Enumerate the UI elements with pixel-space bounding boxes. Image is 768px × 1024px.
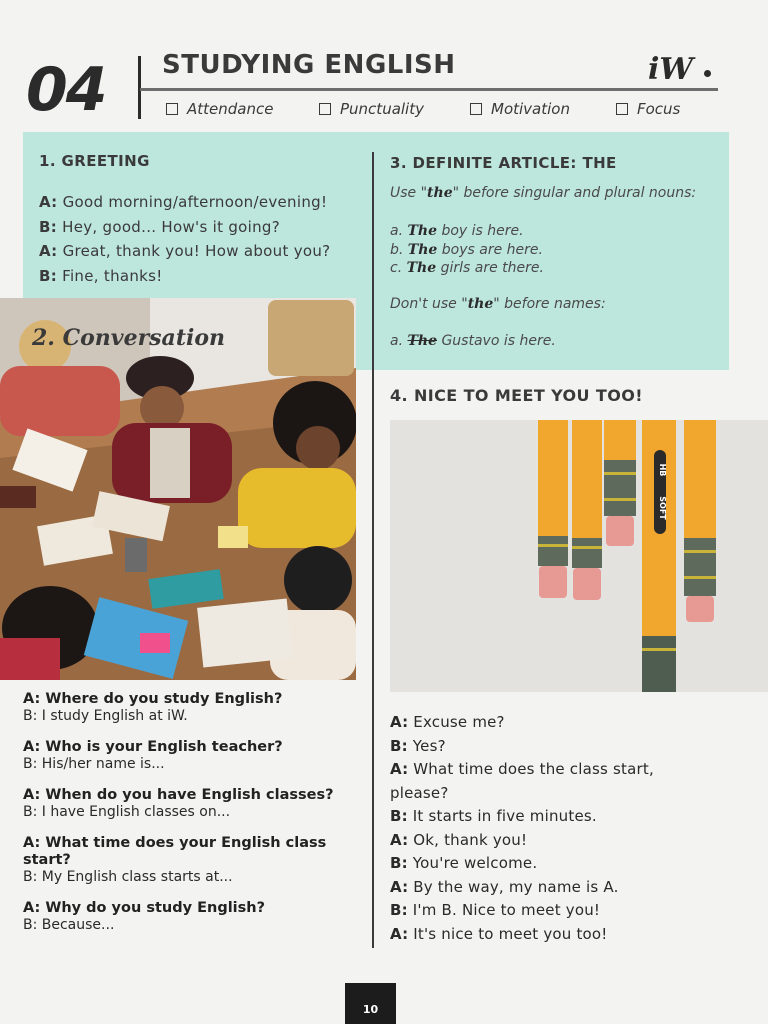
qa-item [23, 787, 363, 821]
line-text: Hey, good... How's it going? [57, 217, 281, 236]
qa-item [23, 739, 363, 773]
unit-title: STUDYING ENGLISH [162, 50, 456, 80]
line-text: I'm B. Nice to meet you! [407, 901, 601, 919]
handwritten-the: The [407, 241, 438, 258]
question-text: A: When do you have English classes? [23, 787, 334, 803]
speaker-label: A: [390, 877, 409, 896]
example-prefix: b. [390, 241, 408, 258]
checklist-label: Focus [637, 100, 681, 118]
handwritten-the: The [406, 260, 437, 276]
brand-logo-text: iW [648, 52, 694, 87]
header-rule [140, 88, 718, 91]
dialogue-line [390, 805, 690, 829]
line-text: Yes? [407, 736, 446, 755]
example-text: boy is here. [437, 223, 524, 239]
line-text: It starts in five minutes. [407, 807, 597, 825]
checklist-item-focus[interactable] [616, 100, 680, 118]
rule-text: Don't use " [390, 296, 468, 312]
dont-rule [390, 295, 606, 314]
line-text: It's nice to meet you too! [408, 924, 608, 943]
checkbox-icon[interactable] [470, 103, 482, 115]
handwritten-the: the [467, 296, 494, 312]
line-text: Great, thank you! How about you? [57, 242, 331, 260]
progress-checklist [0, 100, 768, 120]
speaker-label: B: [390, 807, 408, 825]
line-text: What time does the class start, [408, 760, 654, 778]
greeting-line [39, 264, 359, 289]
article-rule [390, 184, 720, 202]
article-examples [390, 222, 720, 278]
speaker-label: A: [39, 242, 58, 260]
logo-dot [704, 70, 711, 77]
brand-logo [648, 52, 693, 87]
checklist-label: Motivation [491, 100, 570, 118]
checkbox-icon[interactable] [616, 103, 628, 115]
answer-text: B: My English class starts at... [23, 869, 233, 885]
pencil-grade-label: HB [658, 463, 667, 477]
example-prefix: a. [390, 223, 408, 239]
speaker-label: A: [39, 193, 58, 211]
nice-to-meet-heading: 4. NICE TO MEET YOU TOO! [390, 386, 643, 405]
checkbox-icon[interactable] [319, 103, 331, 115]
line-text: Fine, thanks! [57, 266, 163, 285]
example-line [390, 222, 720, 241]
dialogue-line [390, 899, 690, 923]
question-text: A: What time does your English class start? [23, 835, 327, 868]
pencils-photo [390, 420, 768, 692]
basket [268, 300, 354, 376]
students-illustration [0, 298, 356, 680]
qa-item [23, 900, 363, 934]
example-line [390, 241, 720, 260]
rule-text: " before names: [493, 296, 606, 312]
checklist-label: Punctuality [340, 100, 424, 118]
greeting-line [39, 239, 359, 264]
dialogue-line [390, 758, 690, 782]
answer-text: B: I have English classes on... [23, 804, 231, 820]
line-text: Ok, thank you! [408, 830, 528, 849]
page-number: 10 [345, 983, 396, 1024]
dialogue-line [390, 829, 690, 853]
answer-text: B: His/her name is... [23, 756, 165, 772]
question-text: A: Where do you study English? [23, 691, 283, 707]
dialogue-line [390, 735, 690, 759]
handwritten-the: The [407, 223, 437, 239]
speaker-label: B: [390, 901, 408, 919]
example-prefix: c. [390, 260, 407, 276]
greeting-line [39, 190, 359, 215]
pencils-illustration [390, 420, 768, 692]
rule-text: " before singular and plural nouns: [452, 185, 697, 201]
speaker-label: B: [390, 854, 408, 872]
question-text: A: Why do you study English? [23, 900, 266, 916]
speaker-label: A: [390, 713, 409, 731]
line-text: Excuse me? [408, 713, 505, 731]
greeting-line [39, 215, 359, 240]
conversation-label: 2. Conversation [32, 325, 226, 351]
qa-item [23, 691, 363, 725]
example-text: boys are here. [437, 241, 543, 258]
nice-to-meet-dialogue [390, 711, 690, 946]
line-text: please? [390, 783, 449, 802]
unit-number: 04 [26, 55, 106, 125]
example-prefix: a. [390, 333, 408, 349]
line-text: Good morning/afternoon/evening! [57, 193, 328, 211]
article-heading: 3. DEFINITE ARTICLE: THE [390, 154, 617, 172]
line-text: You're welcome. [407, 854, 538, 872]
speaker-label: B: [39, 266, 58, 285]
qa-item [23, 835, 363, 886]
dialogue-line [390, 852, 690, 876]
checklist-item-motivation[interactable] [470, 100, 570, 118]
dialogue-line [390, 923, 690, 947]
greeting-heading: 1. GREETING [39, 152, 150, 170]
crossed-out-the: The [407, 333, 437, 349]
dialogue-line [390, 876, 690, 900]
name-example [390, 332, 556, 351]
checklist-item-punctuality[interactable] [319, 100, 424, 118]
speaker-label: A: [390, 760, 409, 778]
conversation-questions [23, 691, 363, 948]
checklist-label: Attendance [187, 100, 274, 118]
greeting-dialogue [39, 190, 359, 288]
example-line [390, 259, 720, 278]
students-photo [0, 298, 356, 680]
pencil-soft-label: SOFT [658, 496, 667, 520]
checklist-item-attendance[interactable] [166, 100, 273, 118]
answer-text: B: I study English at iW. [23, 708, 188, 724]
handwritten-the: the [427, 185, 453, 201]
rule-text: Use " [390, 185, 428, 201]
answer-text: B: Because... [23, 917, 115, 933]
dialogue-line [390, 711, 690, 735]
speaker-label: A: [390, 830, 409, 849]
dialogue-line [390, 782, 690, 806]
speaker-label: A: [390, 924, 409, 943]
column-divider [372, 152, 374, 948]
speaker-label: B: [39, 217, 58, 236]
checkbox-icon[interactable] [166, 103, 178, 115]
example-text: girls are there. [436, 260, 544, 276]
speaker-label: B: [390, 736, 408, 755]
question-text: A: Who is your English teacher? [23, 739, 283, 755]
line-text: By the way, my name is A. [408, 877, 619, 896]
example-text: Gustavo is here. [437, 333, 556, 349]
